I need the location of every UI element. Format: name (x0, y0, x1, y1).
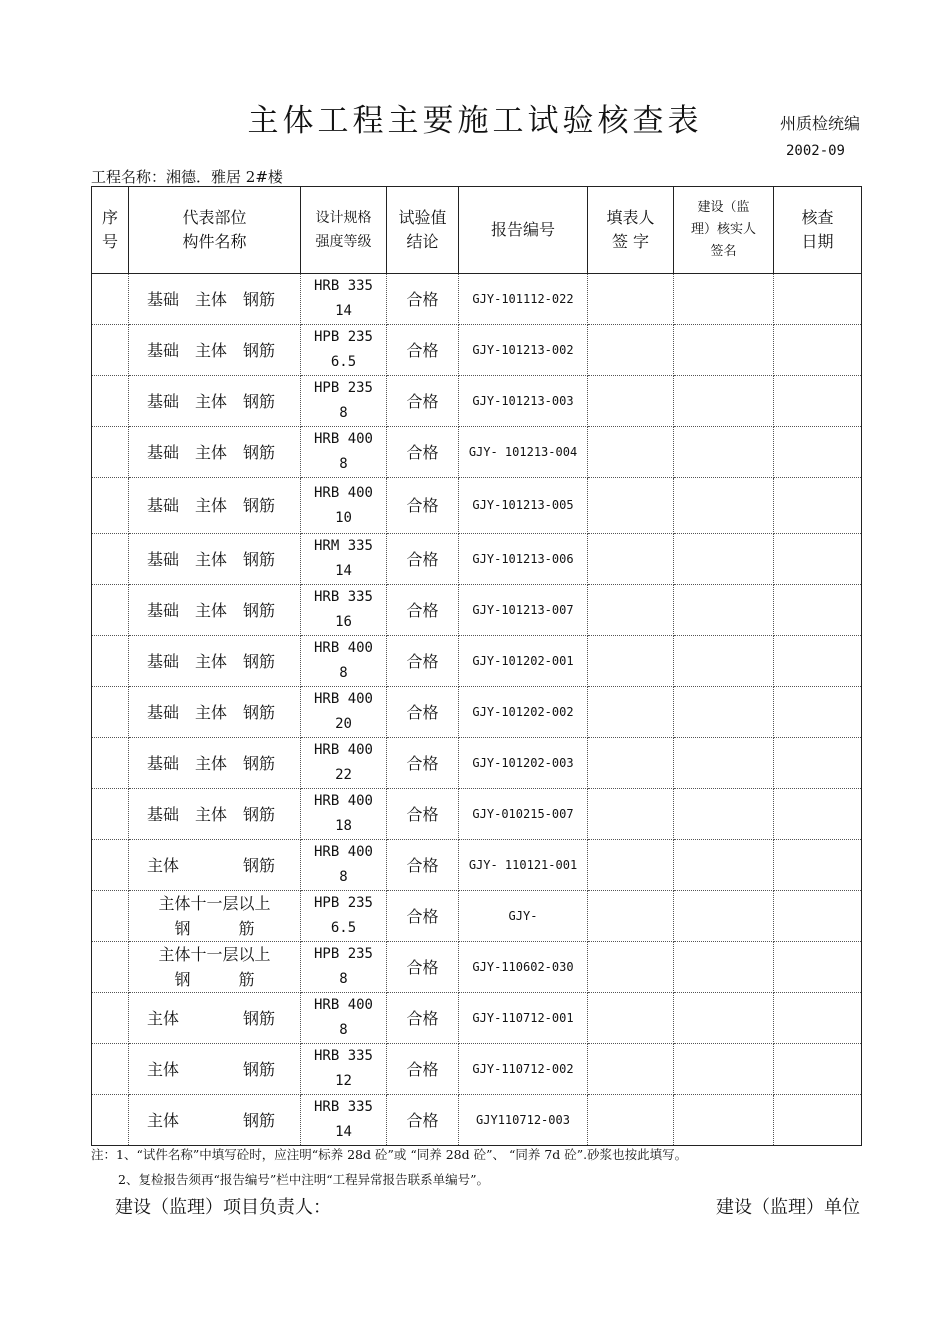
table-row (92, 891, 862, 942)
part-cell: 基础 主体 钢筋 (129, 427, 301, 478)
result-cell: 合格 (387, 376, 459, 427)
table-row (92, 789, 862, 840)
verifier-signature-cell (674, 427, 774, 478)
part-cell: 基础 主体 钢筋 (129, 585, 301, 636)
seq-cell (92, 738, 129, 789)
verifier-signature-cell (674, 891, 774, 942)
check-date-cell (774, 325, 862, 376)
result-cell: 合格 (387, 789, 459, 840)
seq-cell (92, 585, 129, 636)
result-cell: 合格 (387, 1044, 459, 1095)
filler-signature-cell (588, 478, 674, 534)
part-cell: 基础 主体 钢筋 (129, 687, 301, 738)
result-cell: 合格 (387, 840, 459, 891)
filler-signature-cell (588, 274, 674, 325)
table-row (92, 534, 862, 585)
table-row (92, 993, 862, 1044)
result-cell: 合格 (387, 325, 459, 376)
report-number-cell: GJY-101213-002 (459, 325, 588, 376)
filler-signature-cell (588, 993, 674, 1044)
seq-cell (92, 687, 129, 738)
check-date-cell (774, 789, 862, 840)
verifier-signature-cell (674, 738, 774, 789)
filler-signature-cell (588, 687, 674, 738)
table-header-row (92, 187, 862, 274)
check-date-cell (774, 738, 862, 789)
header-report: 报告编号 (459, 187, 588, 274)
filler-signature-cell (588, 427, 674, 478)
check-date-cell (774, 1044, 862, 1095)
seq-cell (92, 942, 129, 993)
report-number-cell: GJY- 110121-001 (459, 840, 588, 891)
spec-cell: HRB 335 16 (301, 585, 387, 636)
spec-cell: HRB 400 10 (301, 478, 387, 534)
report-number-cell: GJY-110712-002 (459, 1044, 588, 1095)
seq-cell (92, 274, 129, 325)
filler-signature-cell (588, 636, 674, 687)
seq-cell (92, 376, 129, 427)
filler-signature-cell (588, 738, 674, 789)
result-cell: 合格 (387, 993, 459, 1044)
filler-signature-cell (588, 1044, 674, 1095)
check-date-cell (774, 376, 862, 427)
part-cell: 主体 钢筋 (129, 1095, 301, 1146)
verifier-signature-cell (674, 942, 774, 993)
result-cell: 合格 (387, 585, 459, 636)
verifier-signature-cell (674, 840, 774, 891)
table-row (92, 325, 862, 376)
note-2: 2、复检报告须再“报告编号”栏中注明“工程异常报告联系单编号”。 (118, 1172, 490, 1187)
verifier-signature-cell (674, 1044, 774, 1095)
spec-cell: HRB 400 8 (301, 636, 387, 687)
result-cell: 合格 (387, 942, 459, 993)
table-row (92, 636, 862, 687)
check-date-cell (774, 942, 862, 993)
project-label: 工程名称： (91, 168, 167, 186)
result-cell: 合格 (387, 274, 459, 325)
spec-cell: HPB 235 8 (301, 942, 387, 993)
check-date-cell (774, 534, 862, 585)
header-date: 核查 日期 (774, 187, 862, 274)
seq-cell (92, 1095, 129, 1146)
check-date-cell (774, 636, 862, 687)
table-row (92, 687, 862, 738)
verifier-signature-cell (674, 478, 774, 534)
spec-cell: HRB 400 22 (301, 738, 387, 789)
verifier-signature-cell (674, 789, 774, 840)
result-cell: 合格 (387, 636, 459, 687)
verifier-signature-cell (674, 534, 774, 585)
report-number-cell: GJY- 101213-004 (459, 427, 588, 478)
report-number-cell: GJY-101213-007 (459, 585, 588, 636)
part-cell: 基础 主体 钢筋 (129, 325, 301, 376)
spec-cell: HRB 400 8 (301, 427, 387, 478)
check-date-cell (774, 891, 862, 942)
seq-cell (92, 1044, 129, 1095)
inspection-table (91, 186, 862, 1146)
seq-cell (92, 427, 129, 478)
result-cell: 合格 (387, 687, 459, 738)
report-number-cell: GJY-101213-006 (459, 534, 588, 585)
verifier-signature-cell (674, 325, 774, 376)
spec-cell: HRB 400 8 (301, 993, 387, 1044)
seq-cell (92, 789, 129, 840)
result-cell: 合格 (387, 738, 459, 789)
filler-signature-cell (588, 840, 674, 891)
report-number-cell: GJY-101202-003 (459, 738, 588, 789)
filler-signature-cell (588, 585, 674, 636)
verifier-signature-cell (674, 376, 774, 427)
header-spec: 设计规格 强度等级 (301, 187, 387, 274)
page-title: 主体工程主要施工试验核查表 (247, 103, 703, 139)
report-number-cell: GJY110712-003 (459, 1095, 588, 1146)
seq-cell (92, 325, 129, 376)
verifier-signature-cell (674, 687, 774, 738)
filler-signature-cell (588, 534, 674, 585)
check-date-cell (774, 1095, 862, 1146)
check-date-cell (774, 687, 862, 738)
table-row (92, 427, 862, 478)
project-name: 湘德．雅居 2#楼 (166, 168, 283, 186)
form-code: 2002-09 (785, 143, 845, 159)
filler-signature-cell (588, 789, 674, 840)
result-cell: 合格 (387, 1095, 459, 1146)
verifier-signature-cell (674, 585, 774, 636)
check-date-cell (774, 274, 862, 325)
report-number-cell: GJY- (459, 891, 588, 942)
part-cell: 基础 主体 钢筋 (129, 274, 301, 325)
seq-cell (92, 478, 129, 534)
spec-cell: HRM 335 14 (301, 534, 387, 585)
compiler-label: 州质检统编 (779, 114, 860, 133)
check-date-cell (774, 993, 862, 1044)
part-cell: 主体 钢筋 (129, 1044, 301, 1095)
seq-cell (92, 636, 129, 687)
report-number-cell: GJY-110712-001 (459, 993, 588, 1044)
verifier-signature-cell (674, 993, 774, 1044)
seq-cell (92, 891, 129, 942)
filler-signature-cell (588, 376, 674, 427)
part-cell: 基础 主体 钢筋 (129, 534, 301, 585)
verifier-signature-cell (674, 636, 774, 687)
part-cell: 主体十一层以上 钢 筋 (129, 942, 301, 993)
report-number-cell: GJY-101213-003 (459, 376, 588, 427)
spec-cell: HRB 400 20 (301, 687, 387, 738)
table-row (92, 840, 862, 891)
check-date-cell (774, 585, 862, 636)
spec-cell: HPB 235 8 (301, 376, 387, 427)
header-verifier: 建设（监 理）核实人 签名 (674, 187, 774, 274)
filler-signature-cell (588, 325, 674, 376)
part-cell: 基础 主体 钢筋 (129, 636, 301, 687)
part-cell: 基础 主体 钢筋 (129, 478, 301, 534)
header-filler: 填表人 签 字 (588, 187, 674, 274)
seq-cell (92, 840, 129, 891)
part-cell: 主体 钢筋 (129, 840, 301, 891)
report-number-cell: GJY-010215-007 (459, 789, 588, 840)
table-row (92, 738, 862, 789)
result-cell: 合格 (387, 478, 459, 534)
report-number-cell: GJY-101202-001 (459, 636, 588, 687)
spec-cell: HRB 400 8 (301, 840, 387, 891)
result-cell: 合格 (387, 427, 459, 478)
seq-cell (92, 534, 129, 585)
filler-signature-cell (588, 942, 674, 993)
check-date-cell (774, 427, 862, 478)
verifier-signature-cell (674, 1095, 774, 1146)
table-row (92, 585, 862, 636)
part-cell: 基础 主体 钢筋 (129, 789, 301, 840)
project-name-line (91, 166, 283, 187)
table-row (92, 1044, 862, 1095)
verifier-signature-cell (674, 274, 774, 325)
result-cell: 合格 (387, 534, 459, 585)
spec-cell: HPB 235 6.5 (301, 891, 387, 942)
table-row (92, 376, 862, 427)
table-row (92, 478, 862, 534)
report-number-cell: GJY-110602-030 (459, 942, 588, 993)
header-part: 代表部位 构件名称 (129, 187, 301, 274)
filler-signature-cell (588, 1095, 674, 1146)
supervisor-unit-label: 建设（监理）单位 (716, 1197, 860, 1218)
filler-signature-cell (588, 891, 674, 942)
spec-cell: HRB 335 14 (301, 1095, 387, 1146)
table-row (92, 274, 862, 325)
part-cell: 基础 主体 钢筋 (129, 738, 301, 789)
note-1: 注：1、“试件名称”中填写砼时，应注明“标养 28d 砼”或 “同养 28d 砼”、 “同养 7d 砼”.砂浆也按此填写。 (91, 1147, 688, 1162)
spec-cell: HRB 335 12 (301, 1044, 387, 1095)
spec-cell: HRB 400 18 (301, 789, 387, 840)
report-number-cell: GJY-101112-022 (459, 274, 588, 325)
check-date-cell (774, 840, 862, 891)
table-row (92, 942, 862, 993)
part-cell: 主体十一层以上 钢 筋 (129, 891, 301, 942)
header-result: 试验值 结论 (387, 187, 459, 274)
part-cell: 主体 钢筋 (129, 993, 301, 1044)
result-cell: 合格 (387, 891, 459, 942)
header-seq: 序 号 (92, 187, 129, 274)
part-cell: 基础 主体 钢筋 (129, 376, 301, 427)
spec-cell: HRB 335 14 (301, 274, 387, 325)
report-number-cell: GJY-101202-002 (459, 687, 588, 738)
check-date-cell (774, 478, 862, 534)
report-number-cell: GJY-101213-005 (459, 478, 588, 534)
seq-cell (92, 993, 129, 1044)
project-leader-signature-label: 建设（监理）项目负责人： (115, 1197, 331, 1218)
table-row (92, 1095, 862, 1146)
spec-cell: HPB 235 6.5 (301, 325, 387, 376)
